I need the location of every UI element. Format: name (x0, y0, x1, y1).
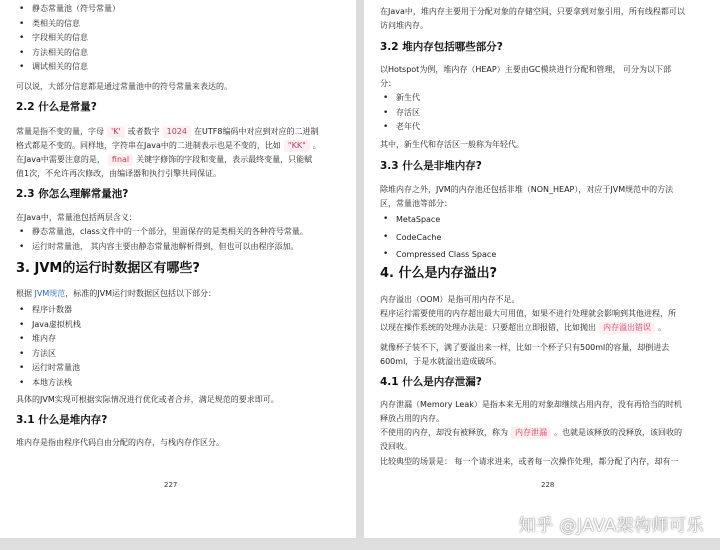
heading-4: 4. 什么是内存溢出? (380, 266, 498, 281)
text: 格式都是不变的。同样地，字符串在Java中的二进制表示也是不变的，比如 (16, 141, 281, 150)
heading-2-3: 2.3 你怎么理解常量池? (16, 188, 129, 200)
text: 在UTF8编码中对应到对应的二进制 (194, 127, 319, 136)
paragraph-line: 就像杯子装不下，满了要溢出来一样，比如一个杯子只有500ml的容量，却倒进去 (380, 343, 670, 352)
heap-parts-list (380, 91, 680, 135)
paragraph: 可以说，大部分信息都是通过常量池中的符号常量来表达的。 (16, 82, 232, 91)
text: 。也就是该释放的没释放，该回收的 (554, 428, 682, 437)
list-item: • 存活区 (380, 106, 680, 121)
heading-2-2: 2.2 什么是常量? (16, 101, 97, 113)
paragraph: 堆内存是指由程序代码自由分配的内存，与栈内存作区分。 (16, 438, 224, 447)
code-tag: final (108, 154, 133, 166)
paragraph-line: 比较典型的场景是： 每一个请求进来，或者每一次操作处理，都分配了内存，却有一 (380, 457, 679, 466)
heading-4-1: 4.1 什么是内存泄漏? (380, 376, 482, 388)
code-tag: "KK" (284, 140, 310, 152)
paragraph-constant (16, 125, 346, 138)
paragraph-line: 内存泄漏（Memory Leak）是指本来无用的对象却继续占用内存，没有再恰当的时机 (380, 400, 682, 409)
paragraph-line: 除堆内存之外，JVM的内存池还包括非堆（NON_HEAP），对应于JVM规范中的方法 (380, 185, 674, 194)
list-item: • 堆内存 (16, 332, 346, 347)
page-227 (0, 0, 356, 538)
non-heap-list (380, 211, 680, 264)
paragraph-line: 内存溢出（OOM）是指可用内存不足。 (380, 295, 520, 304)
class-info-list (16, 2, 346, 75)
text: 以现在操作系统的处理办法是：只要超出立即报错，比如抛出 (380, 323, 596, 332)
paragraph: 在Java中，常量池包括两层含义： (16, 213, 137, 222)
list-item: • Compressed Class Space (380, 246, 680, 264)
heading-3-2: 3.2 堆内存包括哪些部分? (380, 41, 503, 53)
zhihu-watermark: 知乎 @JAVA架构师可乐 (518, 516, 704, 536)
code-tag: 1024 (163, 126, 191, 138)
paragraph-line (16, 153, 312, 166)
paragraph-line: 以Hotspot为例，堆内存（HEAP）主要由GC模块进行分配和管理， 可分为以下部 (380, 65, 672, 74)
paragraph-line: 值1次，不允许再次修改，由编译器和执行引擎共同保证。 (16, 169, 222, 178)
paragraph-line: 分： (380, 79, 396, 88)
list-item: • MetaSpace (380, 211, 680, 229)
list-item: • 字段相关的信息 (16, 31, 346, 46)
runtime-data-area-list (16, 303, 346, 390)
paragraph-line: 600ml，于是水就溢出造成破坏。 (380, 357, 502, 366)
code-tag: 'K' (107, 126, 125, 138)
text: 关键字修饰的字段和变量，表示最终变量，只能赋 (136, 155, 313, 164)
list-item: • 方法区 (16, 347, 346, 362)
paragraph-line: 程序运行需要使用的内存超出最大可用值，如果不进行处理就会影响到其他进程，所 (380, 309, 676, 318)
paragraph-line (16, 139, 321, 152)
page-number: 227 (164, 481, 178, 489)
text: 不使用的内存，却没有被释放，称为 (380, 428, 508, 437)
list-item: • CodeCache (380, 229, 680, 247)
list-item: • Java虚拟机栈 (16, 318, 346, 333)
paragraph (16, 287, 216, 300)
list-item: • 老年代 (380, 120, 680, 135)
paragraph-line: 没回收。 (380, 442, 412, 451)
page-228 (364, 0, 720, 538)
page-gap (356, 0, 364, 550)
list-item: • 静态常量池（符号常量） (16, 2, 346, 17)
viewer-bottom-strip (0, 538, 720, 550)
text: 。 (658, 323, 666, 332)
list-item: • 运行时常量池， 其内容主要由静态常量池解析得到，但也可以由程序添加。 (16, 240, 351, 255)
heading-3-1: 3.1 什么是堆内存? (16, 414, 108, 426)
page-number: 228 (541, 481, 555, 489)
text: 。 (312, 141, 321, 150)
text: 或者数字 (127, 127, 160, 136)
text: 常量是指不变的量，字母 (16, 127, 104, 136)
list-item: • 本地方法栈 (16, 376, 346, 391)
text: 根据 (16, 289, 32, 298)
list-item: • 调试相关的信息 (16, 60, 346, 75)
paragraph-line (380, 426, 682, 439)
paragraph-line (380, 321, 666, 334)
code-tag: 内存泄漏 (511, 427, 551, 439)
list-item: • 类相关的信息 (16, 17, 346, 32)
paragraph-line: 释放占用的内存。 (380, 414, 444, 423)
paragraph: 其中，新生代和存活区一般称为年轻代。 (380, 140, 524, 149)
text: 在Java中需要注意的是， (16, 155, 105, 164)
list-item: • 方法相关的信息 (16, 46, 346, 61)
constant-pool-list (16, 225, 351, 254)
heading-3-3: 3.3 什么是非堆内存? (380, 160, 482, 172)
paragraph-line: 区，常量池等部分： (380, 199, 452, 208)
code-tag: 内存溢出错误 (599, 322, 655, 334)
text: ，标准的JVM运行时数据区包括以下部分： (65, 289, 217, 298)
heading-3: 3. JVM的运行时数据区有哪些? (16, 261, 200, 276)
list-item: • 程序计数器 (16, 303, 346, 318)
list-item: • 静态常量池，class文件中的一个部分，里面保存的是类相关的各种符号常量。 (16, 225, 351, 240)
list-item: • 运行时常量池 (16, 361, 346, 376)
paragraph-line: 访问堆内存。 (380, 21, 428, 30)
jvm-spec-link[interactable]: JVM规范 (34, 289, 66, 298)
list-item: • 新生代 (380, 91, 680, 106)
paragraph-line: 在Java中，堆内存主要用于分配对象的存储空间，只要拿到对象引用，所有线程都可以 (380, 7, 685, 16)
paragraph: 具体的JVM实现可根据实际情况进行优化或者合并，满足规范的要求即可。 (16, 395, 279, 404)
